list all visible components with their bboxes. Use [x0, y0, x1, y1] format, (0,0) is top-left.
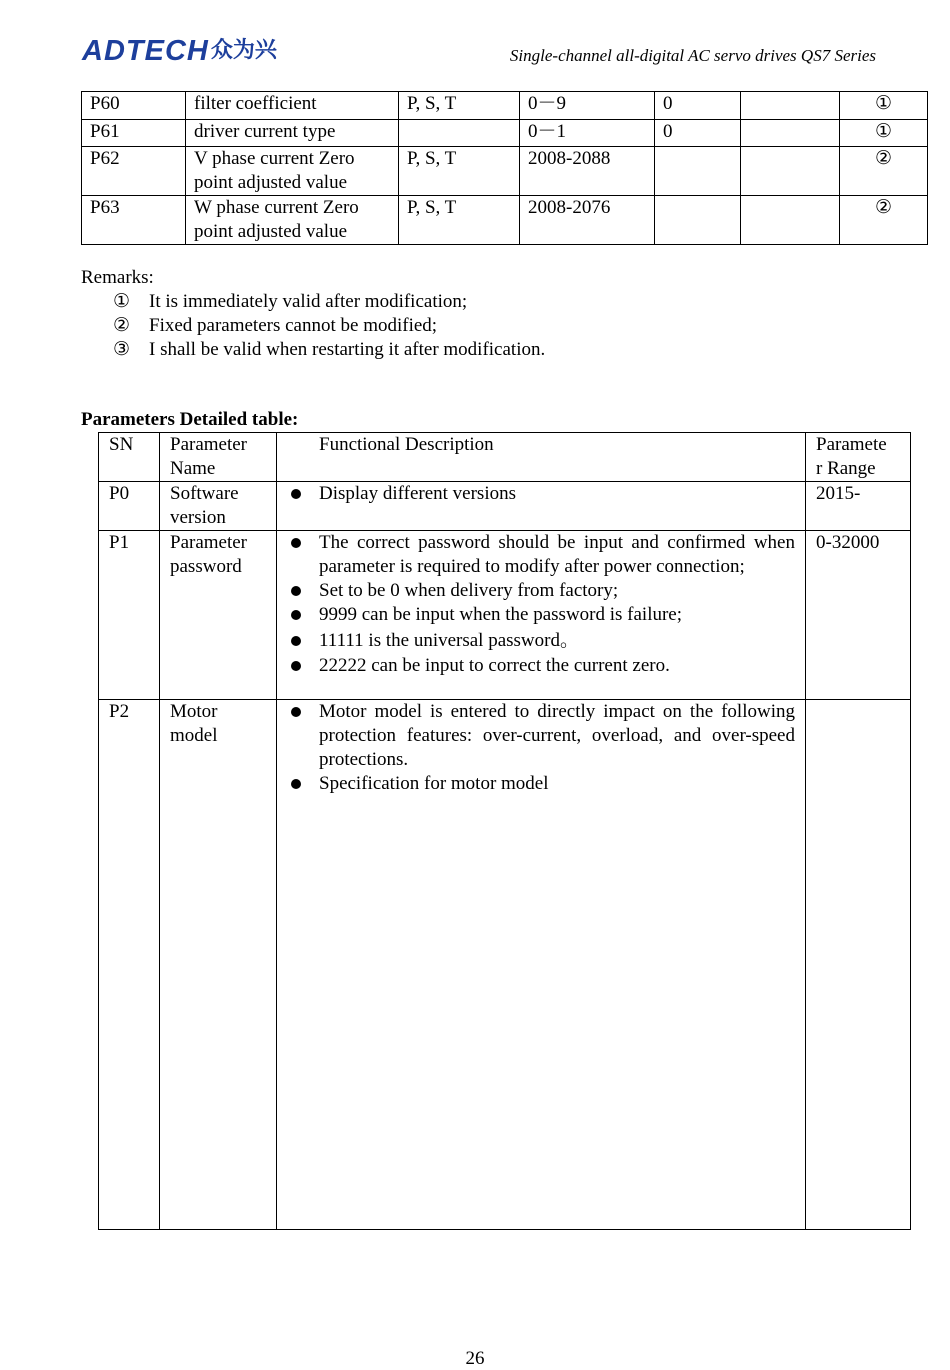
param-validity-mark: ②: [840, 147, 928, 196]
parameter-summary-table: [81, 91, 928, 245]
remarks-section: [81, 266, 545, 362]
table-header-row: [99, 433, 911, 482]
param-name: filter coefficient: [186, 92, 399, 120]
document-header-title: Single-channel all-digital AC servo drives QS7 Series: [509, 46, 876, 65]
param-name: Parameter password: [160, 531, 277, 700]
header-functional-description: Functional Description: [277, 433, 806, 482]
table-row: [82, 92, 928, 120]
param-range: 0-32000: [806, 531, 911, 700]
remark-item: [81, 338, 545, 362]
remark-number: ②: [113, 315, 131, 336]
param-description: [277, 531, 806, 700]
description-bullet: Specification for motor model: [287, 772, 795, 796]
remark-text: I shall be valid when restarting it after modification.: [149, 339, 546, 360]
remark-text: It is immediately valid after modification;: [149, 291, 468, 312]
param-sn: P2: [99, 700, 160, 1230]
logo-chinese-text: 众为兴: [210, 38, 277, 63]
remark-number: ③: [113, 339, 131, 360]
param-default: [655, 196, 741, 245]
description-bullet: 22222 can be input to correct the current zero.: [287, 654, 795, 678]
param-name: driver current type: [186, 120, 399, 147]
param-unit: [741, 196, 840, 245]
description-bullet: 9999 can be input when the password is failure;: [287, 603, 795, 627]
param-mode: P, S, T: [399, 92, 520, 120]
param-range: 0－9: [520, 92, 655, 120]
param-unit: [741, 92, 840, 120]
table-row: [82, 120, 928, 147]
param-default: 0: [655, 92, 741, 120]
param-range: 2008-2076: [520, 196, 655, 245]
table-row: [82, 147, 928, 196]
table-row: [99, 531, 911, 700]
description-bullet: Motor model is entered to directly impact on the following protection features: over-current, overload, and over-speed protections.: [287, 700, 795, 772]
param-unit: [741, 147, 840, 196]
param-unit: [741, 120, 840, 147]
section-title: Parameters Detailed table:: [81, 409, 299, 430]
remark-item: [81, 290, 545, 314]
company-logo: [82, 36, 277, 66]
param-sn: P0: [99, 482, 160, 531]
param-description: [277, 482, 806, 531]
param-mode: [399, 120, 520, 147]
param-code: P61: [82, 120, 186, 147]
param-range: 0－1: [520, 120, 655, 147]
header-parameter-name: Parameter Name: [160, 433, 277, 482]
logo-text: ADTECH: [82, 35, 209, 67]
remark-text: Fixed parameters cannot be modified;: [149, 315, 438, 336]
param-range: 2008-2088: [520, 147, 655, 196]
description-bullet: The correct password should be input and confirmed when parameter is required to modify after power connection;: [287, 531, 795, 579]
param-default: [655, 147, 741, 196]
description-bullet: 11111 is the universal password。: [287, 629, 795, 653]
param-validity-mark: ①: [840, 92, 928, 120]
param-range: [806, 700, 911, 1230]
param-name: V phase current Zero point adjusted value: [186, 147, 399, 196]
param-description: [277, 700, 806, 1230]
remarks-title: Remarks:: [81, 267, 154, 288]
param-sn: P1: [99, 531, 160, 700]
description-bullet: Set to be 0 when delivery from factory;: [287, 579, 795, 603]
parameter-detail-table: [98, 432, 911, 1230]
param-name: Motor model: [160, 700, 277, 1230]
param-mode: P, S, T: [399, 196, 520, 245]
table-row: [99, 482, 911, 531]
param-name: Software version: [160, 482, 277, 531]
param-validity-mark: ②: [840, 196, 928, 245]
header-sn: SN: [99, 433, 160, 482]
table-row: [99, 700, 911, 1230]
param-range: 2015-: [806, 482, 911, 531]
param-validity-mark: ①: [840, 120, 928, 147]
table-row: [82, 196, 928, 245]
param-default: 0: [655, 120, 741, 147]
param-name: W phase current Zero point adjusted value: [186, 196, 399, 245]
param-code: P62: [82, 147, 186, 196]
page-number: 26: [465, 1348, 485, 1369]
param-code: P60: [82, 92, 186, 120]
description-bullet: Display different versions: [287, 482, 795, 506]
param-code: P63: [82, 196, 186, 245]
remark-item: [81, 314, 545, 338]
param-mode: P, S, T: [399, 147, 520, 196]
remark-number: ①: [113, 291, 131, 312]
header-parameter-range: Paramete r Range: [806, 433, 911, 482]
